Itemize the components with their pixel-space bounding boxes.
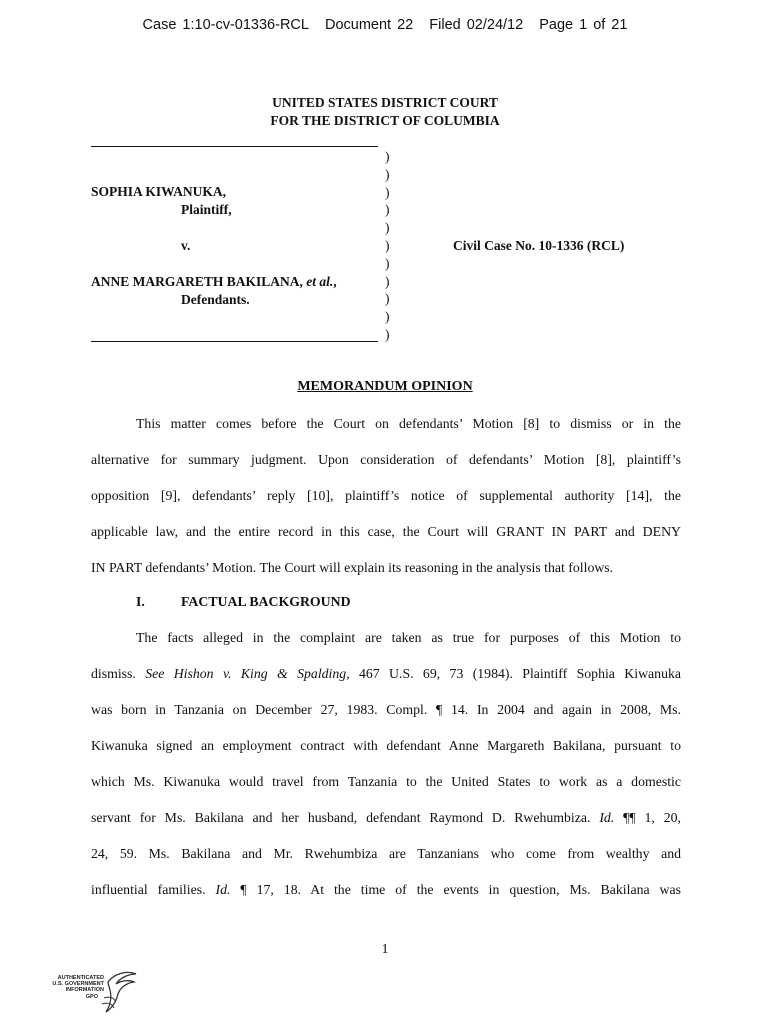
paren: ) [385,149,390,164]
paragraph-line: This matter comes before the Court on defendants’ Motion [8] to dismiss or in the [136,416,681,431]
paren: ) [385,326,390,342]
paragraph-line: was born in Tanzania on December 27, 1983. Compl. ¶ 14. In 2004 and again in 2008, Ms. [91,702,681,717]
filed-date: Filed 02/24/12 [429,17,524,33]
gpo-authentication-logo [42,968,142,1018]
caption-paren-column [385,148,395,344]
paren: ) [385,166,390,182]
page-indicator: Page 1 of 21 [539,17,628,33]
eagle-icon [100,968,140,1018]
facts-paragraph [91,620,681,908]
case-header [0,17,770,33]
court-name-line2: FOR THE DISTRICT OF COLUMBIA [270,113,500,128]
intro-paragraph [91,406,681,586]
paragraph-line: alternative for summary judgment. Upon consideration of defendants’ Motion [8], plaintiff’s [91,452,681,467]
case-number: Case 1:10-cv-01336-RCL [142,17,309,33]
paren: ) [385,184,390,200]
paren: ) [385,273,390,289]
paragraph-line: servant for Ms. Bakilana and her husband, defendant Raymond D. Rwehumbiza. Id. ¶¶ 1, 20, [91,810,681,825]
paren: ) [385,309,390,325]
plaintiff-role: Plaintiff, [181,202,232,217]
gpo-logo-text: AUTHENTICATED U.S. GOVERNMENT INFORMATION GPO [52,975,104,1000]
document-title: MEMORANDUM OPINION [297,379,473,394]
paren: ) [385,202,390,218]
paragraph-line: The facts alleged in the complaint are taken as true for purposes of this Motion to [136,630,681,645]
section-numeral: I. [136,594,145,609]
caption-bottom-rule [91,341,378,342]
section-heading: FACTUAL BACKGROUND [181,594,351,609]
case-citation: See Hishon v. King & Spalding [145,666,347,681]
paragraph-line: which Ms. Kiwanuka would travel from Tanzania to the United States to work as a domestic [91,774,681,789]
page-number: 1 [381,942,389,957]
defendant-name: ANNE MARGARETH BAKILANA, et al., [91,274,337,289]
caption-top-rule [91,146,378,147]
paren: ) [385,237,390,253]
versus: v. [181,238,191,253]
paragraph-line: influential families. Id. ¶ 17, 18. At the time of the events in question, Ms. Bakilana was [91,882,681,897]
paren: ) [385,255,390,271]
court-name-line1: UNITED STATES DISTRICT COURT [272,95,498,110]
paragraph-line: applicable law, and the entire record in this case, the Court will GRANT IN PART and DENY [91,524,681,539]
plaintiff-name: SOPHIA KIWANUKA, [91,184,227,199]
civil-case-number: Civil Case No. 10-1336 (RCL) [453,238,625,253]
paren: ) [385,220,390,236]
paragraph-line: IN PART defendants’ Motion. The Court will explain its reasoning in the analysis that follows. [91,560,614,575]
paragraph-line: Kiwanuka signed an employment contract with defendant Anne Margareth Bakilana, pursuant to [91,738,681,753]
defendant-role: Defendants. [181,292,250,307]
paragraph-line: 24, 59. Ms. Bakilana and Mr. Rwehumbiza are Tanzanians who come from wealthy and [91,846,681,861]
paragraph-line: opposition [9], defendants’ reply [10], plaintiff’s notice of supplemental authority [14], the [91,488,681,503]
document-number: Document 22 [324,17,414,33]
paragraph-line: dismiss. See Hishon v. King & Spalding, 467 U.S. 69, 73 (1984). Plaintiff Sophia Kiwanuka [91,666,681,681]
paren: ) [385,291,390,307]
